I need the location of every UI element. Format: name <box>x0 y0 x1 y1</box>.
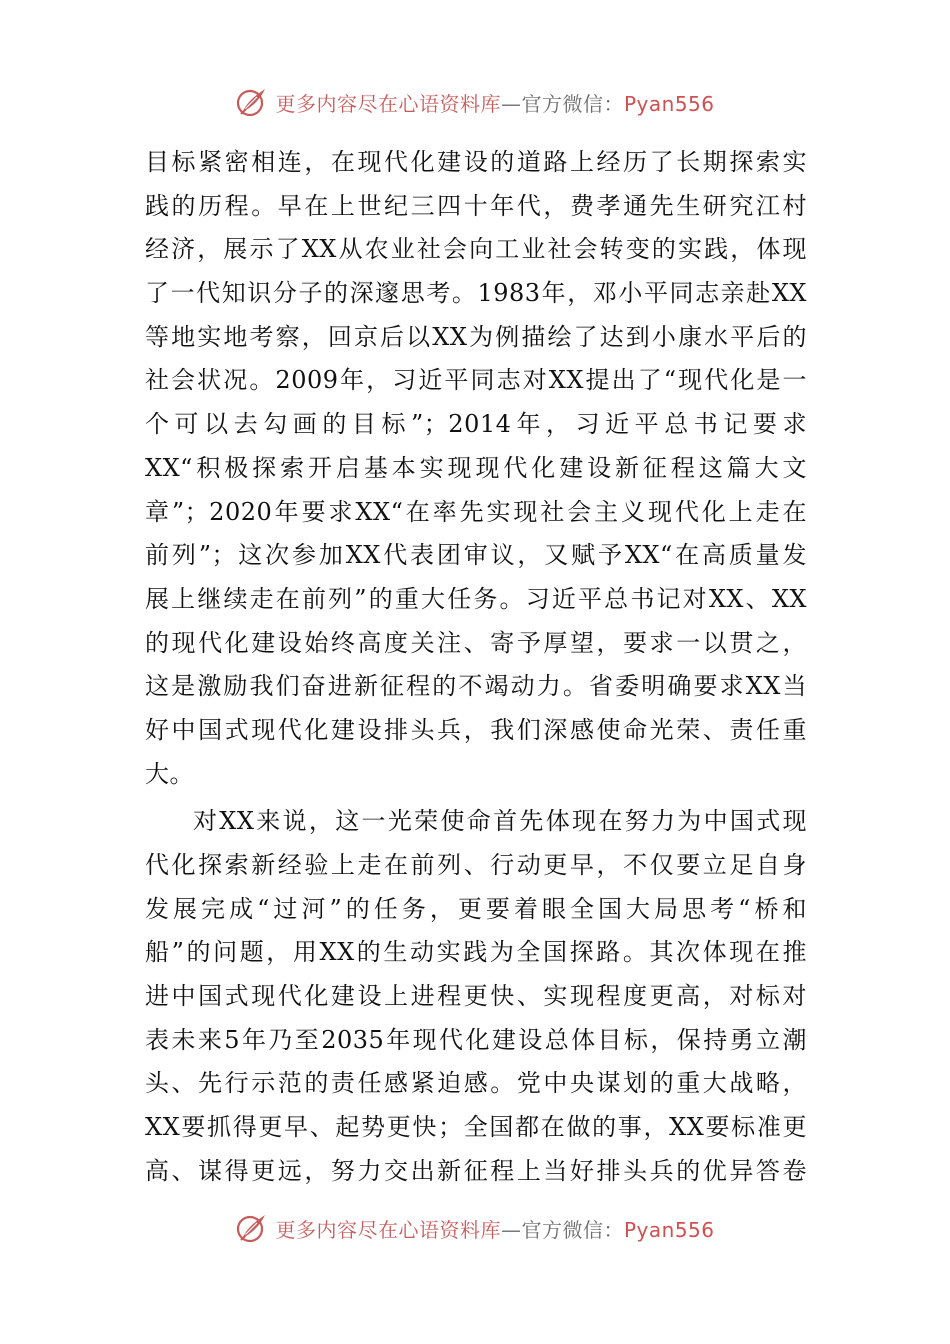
text-line: 践的历程。早在上世纪三四十年代，费孝通先生研究江村 <box>145 191 807 220</box>
footer-wechat-label: 官方微信： <box>521 1217 624 1242</box>
text-line: 对XX来说，这一光荣使命首先体现在努力为中国式现 <box>193 807 807 836</box>
text-line: 目标紧密相连，在现代化建设的道路上经历了长期探索实 <box>145 148 807 176</box>
header-banner-text <box>275 88 714 117</box>
paragraph-2 <box>145 800 807 1193</box>
text-line: XX“积极探索开启基本实现现代化建设新征程这篇大文 <box>145 453 807 482</box>
text-line: 这是激励我们奋进新征程的不竭动力。省委明确要求XX当 <box>145 672 807 701</box>
document-body <box>145 141 807 1194</box>
quill-pen-logo-icon <box>235 85 269 119</box>
footer-banner-text <box>275 1214 714 1243</box>
text-line: 等地实地考察，回京后以XX为例描绘了达到小康水平后的 <box>145 322 807 351</box>
header-separator: — <box>500 91 522 116</box>
footer-banner <box>0 1208 950 1248</box>
text-line: 好中国式现代化建设排头兵，我们深感使命光荣、责任重 <box>145 715 807 744</box>
quill-pen-logo-icon <box>235 1211 269 1245</box>
text-line: 展上继续走在前列”的重大任务。习近平总书记对XX、XX <box>145 584 807 613</box>
footer-wechat-id: Pyan556 <box>623 1217 715 1242</box>
paragraph-1 <box>145 141 807 796</box>
text-line: 章”；2020年要求XX“在率先实现社会主义现代化上走在 <box>145 497 807 526</box>
text-line: 代化探索新经验上走在前列、行动更早，不仅要立足自身 <box>145 851 807 879</box>
text-line: 表未来5年乃至2035年现代化建设总体目标，保持勇立潮 <box>145 1025 807 1054</box>
header-site-text: 更多内容尽在心语资料库 <box>275 91 501 116</box>
text-line: 大。 <box>145 759 194 788</box>
text-line: 经济，展示了XX从农业社会向工业社会转变的实践，体现 <box>145 235 807 264</box>
header-wechat-id: Pyan556 <box>623 91 715 116</box>
text-line: 进中国式现代化建设上进程更快、实现程度更高，对标对 <box>145 982 807 1011</box>
header-wechat-label: 官方微信： <box>521 91 624 116</box>
text-line: 高、谋得更远，努力交出新征程上当好排头兵的优异答卷 <box>145 1156 807 1185</box>
text-line: 的现代化建设始终高度关注、寄予厚望，要求一以贯之， <box>145 628 807 657</box>
text-line: 前列”；这次参加XX代表团审议，又赋予XX“在高质量发 <box>145 541 807 570</box>
text-line: 发展完成“过河”的任务，更要着眼全国大局思考“桥和 <box>145 894 807 923</box>
text-line: 头、先行示范的责任感紧迫感。党中央谋划的重大战略， <box>145 1069 807 1098</box>
text-line: 社会状况。2009年，习近平同志对XX提出了“现代化是一 <box>145 366 807 395</box>
text-line: XX要抓得更早、起势更快；全国都在做的事，XX要标准更 <box>145 1113 807 1142</box>
text-line: 了一代知识分子的深邃思考。1983年，邓小平同志亲赴XX <box>145 279 807 308</box>
footer-separator: — <box>500 1217 522 1242</box>
text-line: 个可以去勾画的目标”；2014年，习近平总书记要求 <box>145 410 807 439</box>
header-banner <box>0 82 950 122</box>
footer-site-text: 更多内容尽在心语资料库 <box>275 1217 501 1242</box>
text-line: 船”的问题，用XX的生动实践为全国探路。其次体现在推 <box>145 938 807 967</box>
